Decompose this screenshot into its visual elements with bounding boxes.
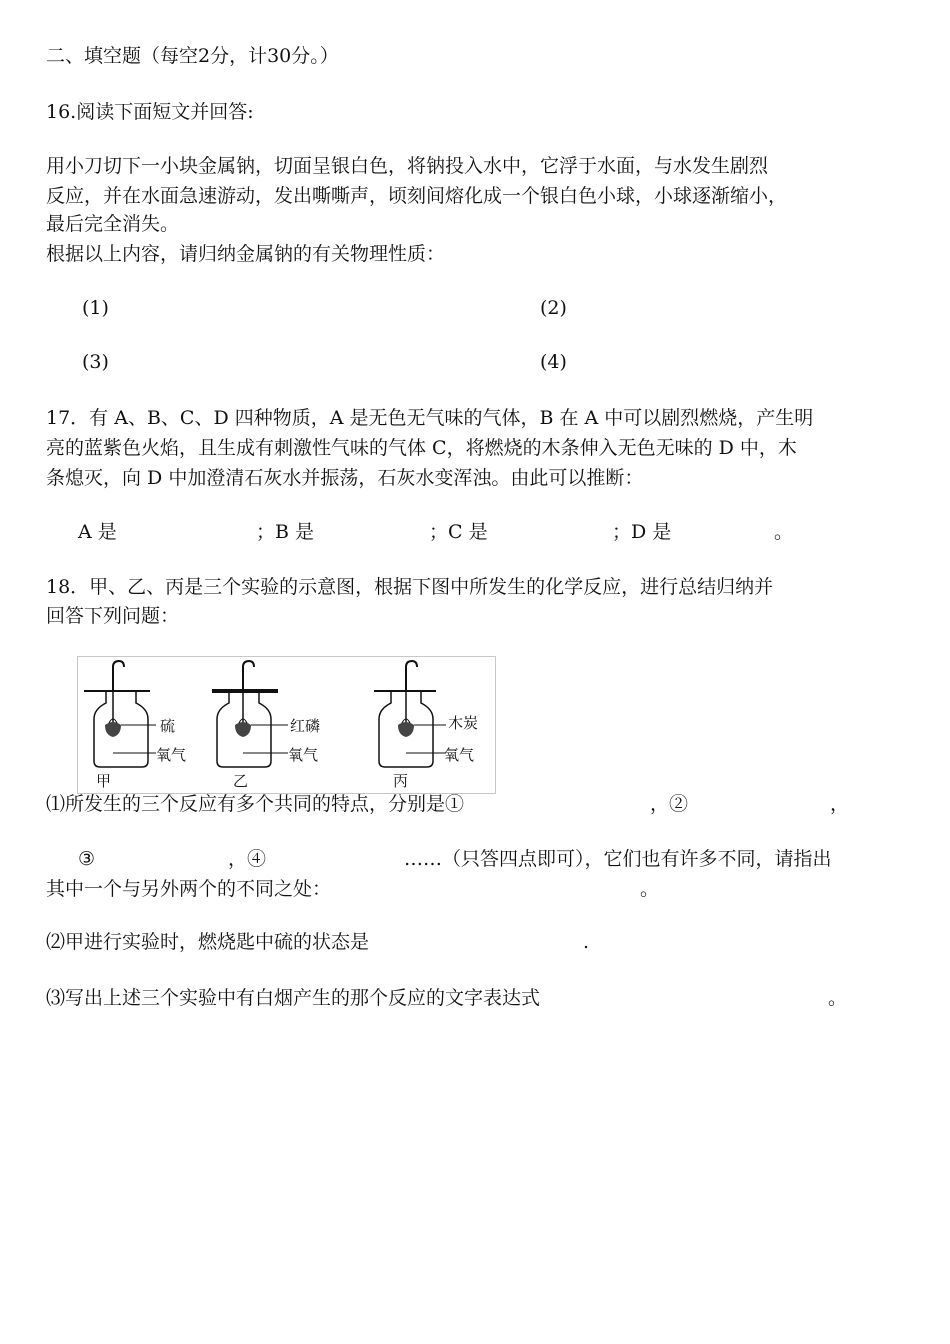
q18-line: 18．甲、乙、丙是三个实验的示意图，根据下图中所发生的化学反应，进行总结归纳并	[46, 576, 774, 598]
q16-prompt: 根据以上内容，请归纳金属钠的有关物理性质：	[46, 243, 446, 265]
q18-part1-blank3: ③	[78, 848, 96, 870]
label-oxygen-yi: 氧气	[288, 746, 319, 764]
label-oxygen-bing: 氧气	[444, 746, 475, 764]
q18-part1-blank4: ，④	[228, 848, 267, 870]
label-charcoal: 木炭	[448, 714, 479, 732]
q18-part2-text: ⑵甲进行实验时，燃烧匙中硫的状态是	[46, 931, 370, 953]
q16-passage-line: 最后完全消失。	[46, 213, 180, 235]
label-jia: 甲	[96, 772, 112, 790]
q17-answer-b: ；B 是	[256, 521, 315, 543]
q18-part1-end: 。	[640, 878, 660, 900]
section-title: 二、填空题（每空2分，计30分。）	[46, 45, 339, 67]
q18-line: 回答下列问题：	[46, 605, 180, 627]
apparatus-jia	[84, 661, 156, 767]
label-red-phosphorus: 红磷	[290, 717, 321, 735]
q18-part1-blank2: ，②	[650, 793, 689, 815]
q17-answer-c: ；C 是	[429, 521, 488, 543]
experiment-figure	[77, 656, 496, 794]
q16-blank-2: (2)	[540, 297, 567, 319]
q17-end-mark: 。	[774, 521, 794, 543]
apparatus-yi	[212, 661, 288, 767]
q18-part1-difference: 其中一个与另外两个的不同之处：	[46, 878, 332, 900]
q17-line: 17．有 A、B、C、D 四种物质，A 是无色无气味的气体，B 在 A 中可以剧烈燃烧，产生明	[46, 407, 814, 429]
q18-part1-continuation: ……（只答四点即可），它们也有许多不同，请指出	[404, 848, 832, 870]
apparatus-diagram	[78, 657, 495, 793]
q18-part3-end: 。	[828, 987, 848, 1009]
q18-part3-text: ⑶写出上述三个实验中有白烟产生的那个反应的文字表达式	[46, 987, 541, 1009]
q16-passage-line: 用小刀切下一小块金属钠，切面呈银白色，将钠投入水中，它浮于水面，与水发生剧烈	[46, 155, 769, 177]
q17-line: 条熄灭，向 D 中加澄清石灰水并振荡，石灰水变浑浊。由此可以推断：	[46, 467, 644, 489]
q16-blank-3: (3)	[82, 351, 109, 373]
q17-line: 亮的蓝紫色火焰，且生成有刺激性气味的气体 C，将燃烧的木条伸入无色无味的 D 中，木	[46, 437, 797, 459]
q16-heading: 16.阅读下面短文并回答:	[46, 101, 254, 123]
apparatus-bing	[374, 661, 446, 767]
label-sulfur: 硫	[160, 717, 176, 735]
q18-part2-end: .	[583, 931, 590, 953]
label-bing: 丙	[393, 772, 409, 790]
q18-part1-text: ⑴所发生的三个反应有多个共同的特点，分别是①	[46, 793, 465, 815]
label-yi: 乙	[233, 772, 249, 790]
label-oxygen-jia: 氧气	[156, 746, 187, 764]
q17-answer-a: A 是	[78, 521, 117, 543]
q16-blank-1: (1)	[82, 297, 109, 319]
q16-blank-4: (4)	[540, 351, 567, 373]
q16-passage-line: 反应，并在水面急速游动，发出嘶嘶声，顷刻间熔化成一个银白色小球，小球逐渐缩小，	[46, 185, 788, 207]
q17-answer-d: ；D 是	[612, 521, 672, 543]
q18-part1-comma: ，	[830, 793, 850, 815]
